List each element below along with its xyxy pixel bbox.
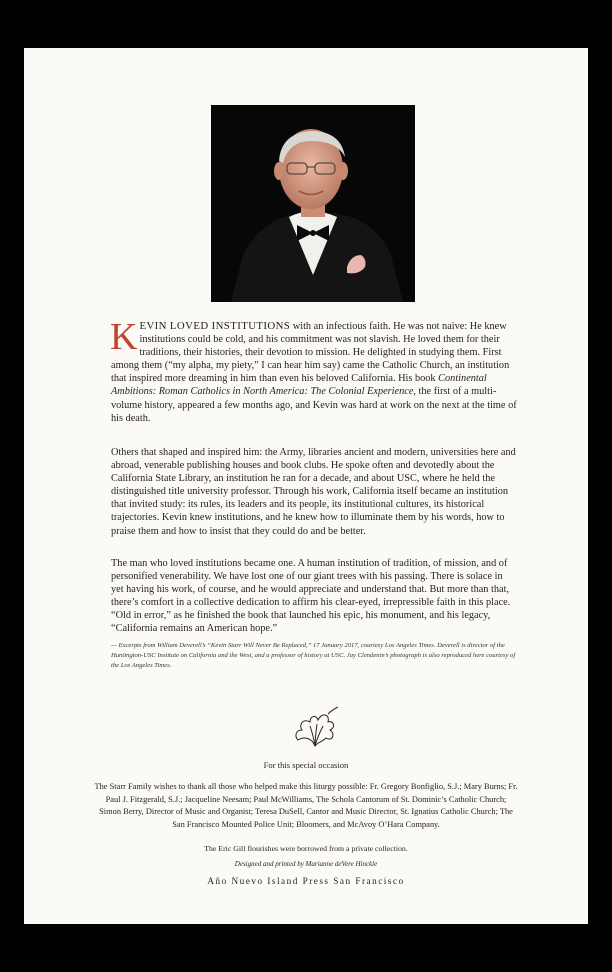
- flourish-credit: The Eric Gill flourishes were borrowed from a private collection.: [204, 844, 408, 853]
- paragraph-1-text-b: , the first of a multi-volume history, appeared a few months ago, and Kevin was hard at work on the next at the time of his death.: [111, 386, 517, 424]
- paragraph-1-text-a: with an infectious faith. He was not naive: He knew institutions could be cold, and his commitment was not slavish. He loved them for their traditions, their histories, their devotion to mission. He delighted in studying them. First among them (“my alpha, my piety,” I can hear him say) came the Catholic Church, an institution that inspired more dreaming in him than even his beloved California. His book: [111, 321, 510, 385]
- paragraph-2: Others that shaped and inspired him: the Army, libraries ancient and modern, universities here and abroad, venerable publishing houses and book clubs. He spoke often and devotedly about the California State Library, an institution he ran for a decade, and about USC, where he held the distinguished title university professor. Through his work, California itself became an institution that invited study: its rules, its leaders and its people, its institutional cultures, its historical trajectories. Kevin knew institutions, and he knew how to illuminate them by his words, how to praise them and how to insist that they could do and be better.: [111, 447, 516, 537]
- memorial-page: [24, 48, 588, 924]
- paragraph-1: [110, 316, 517, 425]
- paragraph-3: The man who loved institutions became one. A human institution of tradition, of mission, and of personified venerability. We have lost one of our giant trees with his passing. There is solace in yet having his work, of course, and he would appreciate and understand that. But more than that, there’s comfort in a collective dedication to affirm his clear-eyed, irrepressible faith in this place. “Old in error,” as he finished the book that launched his epic, his monument, and his legacy, “California remains an American hope.”: [111, 558, 511, 635]
- portrait-illustration: [211, 105, 415, 302]
- source-note: — Excerpts from William Deverell’s “Kevin Starr Will Never Be Replaced,” 17 January 2017, courtesy Los Angeles Times. Deverell is director of the Huntington-USC Institute on California and the West, and a professor of history at USC. Jay Clendenin’s photograph is also reproduced here courtesy of the Los Angeles Times.: [111, 642, 516, 669]
- portrait-photo: [211, 105, 415, 302]
- book-title: Continental Ambitions: Roman Catholics in North America: The Colonial Experience: [111, 373, 487, 398]
- flourish-icon: [290, 706, 340, 750]
- acknowledgements: The Starr Family wishes to thank all those who helped make this liturgy possible: Fr. Gregory Bonfiglio, S.J.; Mary Burns; Fr. Paul J. Fitzgerald, S.J.; Jacqueline Neesam; Paul McWilliams, The Schola Cantorum of St. Dominic’s Catholic Church; Simon Berry, Director of Music and Organist; Teresa DuSell, Cantor and Music Director, St. Ignatius Catholic Church; The San Francisco Mounted Police Unit; Bloomers, and McAvoy O’Hara Company.: [94, 782, 518, 829]
- occasion-heading: For this special occasion: [263, 760, 349, 770]
- drop-cap: K: [110, 316, 138, 358]
- designer-credit: Designed and printed by Marianne deVere Hinckle: [234, 860, 378, 868]
- lead-in: EVIN LOVED INSTITUTIONS: [139, 320, 291, 332]
- press-imprint: Año Nuevo Island Press San Francisco: [207, 876, 405, 886]
